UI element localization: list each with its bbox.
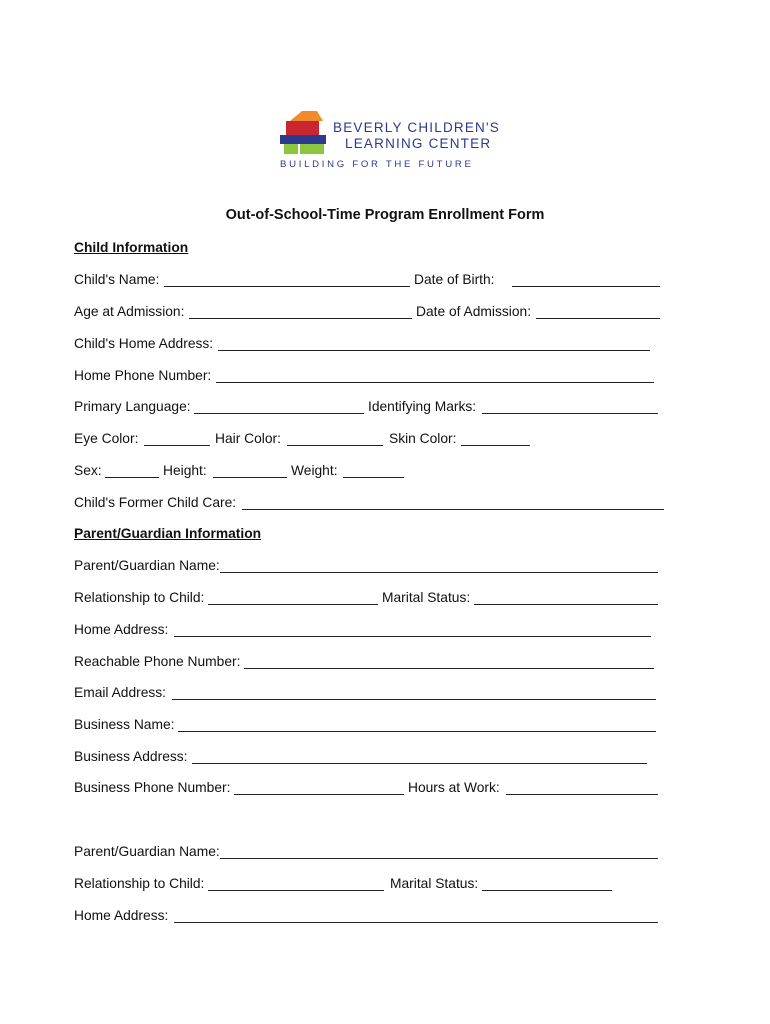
childs-name-label: Child's Name: xyxy=(74,272,160,287)
reachable-phone-line[interactable] xyxy=(244,668,654,669)
parent2-name-line[interactable] xyxy=(220,858,658,859)
identifying-marks-line[interactable] xyxy=(482,413,658,414)
skin-color-label: Skin Color: xyxy=(389,431,457,446)
child-information-heading: Child Information xyxy=(74,240,189,255)
hair-color-label: Hair Color: xyxy=(215,431,281,446)
home-phone-line[interactable] xyxy=(216,382,654,383)
child-home-address-line[interactable] xyxy=(218,350,650,351)
marital-status-label: Marital Status: xyxy=(382,590,471,605)
date-of-admission-label: Date of Admission: xyxy=(416,304,532,319)
former-child-care-line[interactable] xyxy=(242,509,664,510)
business-name-line[interactable] xyxy=(178,731,656,732)
home-phone-label: Home Phone Number: xyxy=(74,368,212,383)
logo-blocks-icon xyxy=(278,108,328,158)
weight-label: Weight: xyxy=(291,463,338,478)
business-phone-label: Business Phone Number: xyxy=(74,780,231,795)
logo-tagline: BUILDING FOR THE FUTURE xyxy=(280,159,474,170)
age-at-admission-line[interactable] xyxy=(189,318,412,319)
reachable-phone-label: Reachable Phone Number: xyxy=(74,654,241,669)
business-phone-line[interactable] xyxy=(234,794,404,795)
height-label: Height: xyxy=(163,463,207,478)
parent-name-line[interactable] xyxy=(220,572,658,573)
date-of-birth-label: Date of Birth: xyxy=(414,272,495,287)
parent-home-address-label: Home Address: xyxy=(74,622,169,637)
parent2-home-address-label: Home Address: xyxy=(74,908,169,923)
email-label: Email Address: xyxy=(74,685,167,700)
form-title: Out-of-School-Time Program Enrollment Form xyxy=(225,207,545,223)
email-line[interactable] xyxy=(172,699,656,700)
logo-name-line1: BEVERLY CHILDREN'S xyxy=(333,120,500,135)
relationship-line[interactable] xyxy=(208,604,378,605)
marital-status-line[interactable] xyxy=(474,604,658,605)
business-address-label: Business Address: xyxy=(74,749,188,764)
parent2-marital-status-line[interactable] xyxy=(482,890,612,891)
hair-color-line[interactable] xyxy=(287,445,383,446)
logo-name-line2: LEARNING CENTER xyxy=(345,136,492,151)
identifying-marks-label: Identifying Marks: xyxy=(368,399,477,414)
former-child-care-label: Child's Former Child Care: xyxy=(74,495,237,510)
parent2-marital-status-label: Marital Status: xyxy=(390,876,479,891)
parent-name-label: Parent/Guardian Name: xyxy=(74,558,220,573)
weight-line[interactable] xyxy=(343,477,404,478)
hours-at-work-label: Hours at Work: xyxy=(408,780,500,795)
hours-at-work-line[interactable] xyxy=(506,794,658,795)
business-name-label: Business Name: xyxy=(74,717,175,732)
logo xyxy=(278,108,508,176)
childs-name-line[interactable] xyxy=(164,286,410,287)
parent2-relationship-label: Relationship to Child: xyxy=(74,876,205,891)
parent2-relationship-line[interactable] xyxy=(208,890,384,891)
parent-home-address-line[interactable] xyxy=(174,636,651,637)
skin-color-line[interactable] xyxy=(461,445,530,446)
height-line[interactable] xyxy=(213,477,287,478)
date-of-admission-line[interactable] xyxy=(536,318,660,319)
child-home-address-label: Child's Home Address: xyxy=(74,336,214,351)
primary-language-line[interactable] xyxy=(194,413,364,414)
relationship-label: Relationship to Child: xyxy=(74,590,205,605)
business-address-line[interactable] xyxy=(192,763,647,764)
parent-information-heading: Parent/Guardian Information xyxy=(74,526,262,541)
date-of-birth-line[interactable] xyxy=(512,286,660,287)
eye-color-label: Eye Color: xyxy=(74,431,139,446)
parent2-home-address-line[interactable] xyxy=(174,922,658,923)
primary-language-label: Primary Language: xyxy=(74,399,191,414)
eye-color-line[interactable] xyxy=(144,445,210,446)
sex-label: Sex: xyxy=(74,463,102,478)
parent2-name-label: Parent/Guardian Name: xyxy=(74,844,220,859)
sex-line[interactable] xyxy=(105,477,159,478)
age-at-admission-label: Age at Admission: xyxy=(74,304,185,319)
